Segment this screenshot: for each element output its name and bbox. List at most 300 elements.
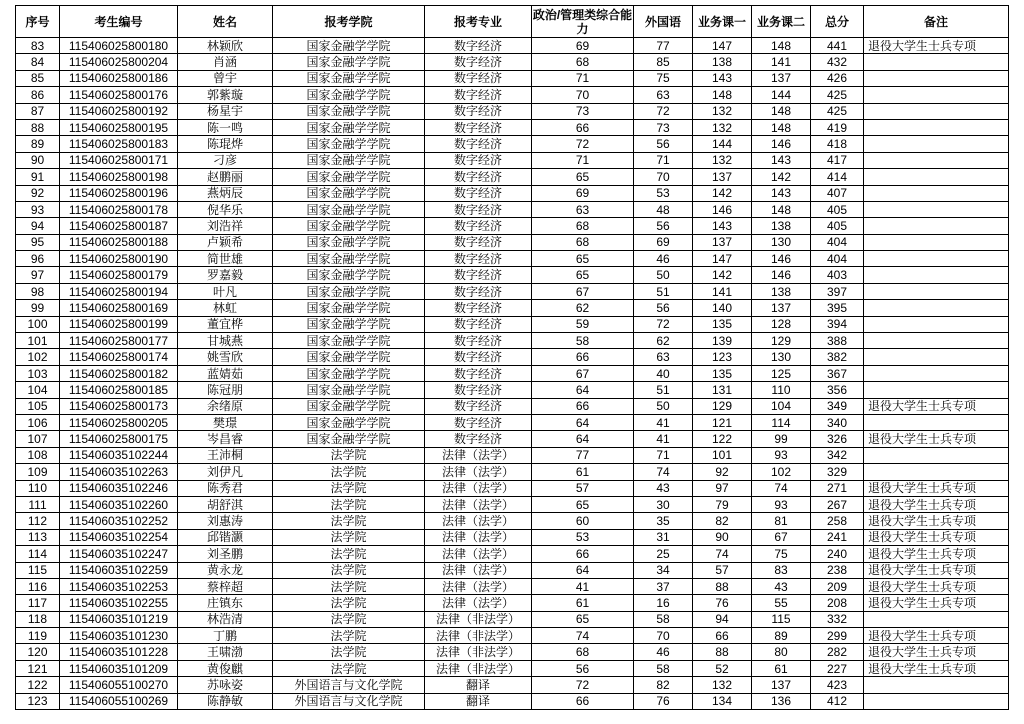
cell-course-two: 114 (752, 414, 811, 430)
cell-course-one: 143 (693, 218, 752, 234)
table-row (16, 513, 1009, 529)
cell-course-two: 138 (752, 218, 811, 234)
cell-politics: 72 (532, 136, 634, 152)
cell-foreign-language: 71 (634, 152, 693, 168)
cell-exam-id: 115406055100270 (60, 677, 178, 693)
cell-foreign-language: 77 (634, 38, 693, 54)
cell-total: 282 (811, 644, 864, 660)
table-row (16, 546, 1009, 562)
cell-remark (864, 54, 1009, 70)
cell-seq: 100 (16, 316, 60, 332)
cell-major: 数字经济 (425, 201, 532, 217)
cell-remark (864, 447, 1009, 463)
table-row (16, 54, 1009, 70)
cell-politics: 59 (532, 316, 634, 332)
cell-major: 数字经济 (425, 365, 532, 381)
cell-course-one: 134 (693, 693, 752, 709)
cell-course-one: 121 (693, 414, 752, 430)
cell-remark (864, 201, 1009, 217)
cell-major: 法律（法学） (425, 464, 532, 480)
cell-major: 法律（法学） (425, 562, 532, 578)
cell-remark (864, 382, 1009, 398)
cell-course-two: 148 (752, 201, 811, 217)
cell-exam-id: 115406025800169 (60, 300, 178, 316)
table-row (16, 185, 1009, 201)
cell-seq: 84 (16, 54, 60, 70)
cell-college: 国家金融学学院 (273, 152, 425, 168)
cell-course-two: 144 (752, 87, 811, 103)
cell-remark (864, 365, 1009, 381)
cell-exam-id: 115406035102252 (60, 513, 178, 529)
cell-remark: 退役大学生士兵专项 (864, 480, 1009, 496)
cell-total: 342 (811, 447, 864, 463)
cell-major: 法律（法学） (425, 496, 532, 512)
cell-course-two: 130 (752, 234, 811, 250)
cell-remark (864, 103, 1009, 119)
cell-exam-id: 115406025800187 (60, 218, 178, 234)
cell-seq: 88 (16, 119, 60, 135)
cell-major: 数字经济 (425, 119, 532, 135)
cell-remark: 退役大学生士兵专项 (864, 513, 1009, 529)
table-row (16, 119, 1009, 135)
cell-total: 404 (811, 234, 864, 250)
cell-seq: 101 (16, 333, 60, 349)
cell-total: 340 (811, 414, 864, 430)
cell-seq: 97 (16, 267, 60, 283)
cell-total: 426 (811, 70, 864, 86)
cell-seq: 121 (16, 660, 60, 676)
cell-course-one: 146 (693, 201, 752, 217)
cell-foreign-language: 51 (634, 283, 693, 299)
cell-name: 王啸渤 (178, 644, 273, 660)
cell-name: 董宜桦 (178, 316, 273, 332)
cell-exam-id: 115406025800180 (60, 38, 178, 54)
cell-total: 417 (811, 152, 864, 168)
cell-foreign-language: 63 (634, 349, 693, 365)
cell-course-two: 115 (752, 611, 811, 627)
cell-politics: 56 (532, 660, 634, 676)
cell-name: 刁彦 (178, 152, 273, 168)
cell-foreign-language: 46 (634, 251, 693, 267)
cell-college: 法学院 (273, 628, 425, 644)
cell-politics: 65 (532, 251, 634, 267)
table-row (16, 611, 1009, 627)
table-row (16, 251, 1009, 267)
cell-course-two: 130 (752, 349, 811, 365)
cell-major: 数字经济 (425, 152, 532, 168)
cell-major: 法律（法学） (425, 480, 532, 496)
cell-exam-id: 115406035101219 (60, 611, 178, 627)
table-row (16, 103, 1009, 119)
cell-course-one: 129 (693, 398, 752, 414)
cell-total: 356 (811, 382, 864, 398)
cell-course-two: 137 (752, 70, 811, 86)
cell-foreign-language: 56 (634, 300, 693, 316)
cell-course-one: 132 (693, 677, 752, 693)
cell-major: 法律（非法学） (425, 611, 532, 627)
cell-major: 数字经济 (425, 349, 532, 365)
cell-exam-id: 115406035102246 (60, 480, 178, 496)
cell-name: 刘圣鹏 (178, 546, 273, 562)
cell-course-two: 43 (752, 578, 811, 594)
cell-course-two: 89 (752, 628, 811, 644)
cell-course-one: 88 (693, 578, 752, 594)
cell-major: 法律（法学） (425, 447, 532, 463)
cell-college: 国家金融学学院 (273, 234, 425, 250)
cell-foreign-language: 70 (634, 169, 693, 185)
cell-total: 394 (811, 316, 864, 332)
cell-course-one: 123 (693, 349, 752, 365)
cell-politics: 64 (532, 414, 634, 430)
cell-foreign-language: 51 (634, 382, 693, 398)
cell-college: 国家金融学学院 (273, 218, 425, 234)
cell-college: 国家金融学学院 (273, 431, 425, 447)
cell-foreign-language: 56 (634, 136, 693, 152)
cell-total: 425 (811, 103, 864, 119)
cell-name: 倪华乐 (178, 201, 273, 217)
cell-course-one: 90 (693, 529, 752, 545)
cell-politics: 57 (532, 480, 634, 496)
cell-name: 陈冠朋 (178, 382, 273, 398)
cell-course-two: 148 (752, 103, 811, 119)
cell-course-one: 82 (693, 513, 752, 529)
cell-exam-id: 115406025800183 (60, 136, 178, 152)
cell-course-two: 110 (752, 382, 811, 398)
cell-name: 刘伊凡 (178, 464, 273, 480)
cell-foreign-language: 16 (634, 595, 693, 611)
cell-course-one: 79 (693, 496, 752, 512)
table-row (16, 431, 1009, 447)
cell-foreign-language: 46 (634, 644, 693, 660)
cell-exam-id: 115406055100269 (60, 693, 178, 709)
cell-seq: 86 (16, 87, 60, 103)
table-row (16, 414, 1009, 430)
cell-major: 数字经济 (425, 218, 532, 234)
cell-politics: 71 (532, 70, 634, 86)
cell-name: 罗嘉毅 (178, 267, 273, 283)
cell-total: 326 (811, 431, 864, 447)
cell-college: 法学院 (273, 578, 425, 594)
header-course-one: 业务课一 (693, 6, 752, 38)
cell-name: 陈琨烨 (178, 136, 273, 152)
cell-politics: 64 (532, 382, 634, 398)
cell-remark (864, 316, 1009, 332)
table-row (16, 283, 1009, 299)
cell-college: 国家金融学学院 (273, 316, 425, 332)
cell-exam-id: 115406025800171 (60, 152, 178, 168)
cell-total: 329 (811, 464, 864, 480)
cell-course-one: 94 (693, 611, 752, 627)
cell-course-one: 140 (693, 300, 752, 316)
cell-exam-id: 115406025800190 (60, 251, 178, 267)
cell-foreign-language: 74 (634, 464, 693, 480)
cell-total: 407 (811, 185, 864, 201)
cell-college: 外国语言与文化学院 (273, 693, 425, 709)
cell-foreign-language: 30 (634, 496, 693, 512)
cell-name: 樊璟 (178, 414, 273, 430)
cell-college: 法学院 (273, 595, 425, 611)
cell-course-two: 141 (752, 54, 811, 70)
cell-seq: 85 (16, 70, 60, 86)
table-row (16, 480, 1009, 496)
cell-college: 国家金融学学院 (273, 267, 425, 283)
cell-course-one: 139 (693, 333, 752, 349)
header-exam-id: 考生编号 (60, 6, 178, 38)
cell-course-two: 125 (752, 365, 811, 381)
cell-course-two: 104 (752, 398, 811, 414)
cell-major: 数字经济 (425, 103, 532, 119)
cell-total: 412 (811, 693, 864, 709)
cell-major: 数字经济 (425, 54, 532, 70)
cell-course-two: 61 (752, 660, 811, 676)
cell-exam-id: 115406025800195 (60, 119, 178, 135)
cell-major: 法律（非法学） (425, 660, 532, 676)
cell-remark (864, 283, 1009, 299)
cell-course-two: 137 (752, 300, 811, 316)
cell-remark: 退役大学生士兵专项 (864, 496, 1009, 512)
cell-total: 404 (811, 251, 864, 267)
cell-name: 丁鹏 (178, 628, 273, 644)
cell-exam-id: 115406035102259 (60, 562, 178, 578)
table-row (16, 201, 1009, 217)
cell-foreign-language: 85 (634, 54, 693, 70)
cell-college: 国家金融学学院 (273, 87, 425, 103)
cell-course-two: 137 (752, 677, 811, 693)
cell-total: 418 (811, 136, 864, 152)
cell-course-two: 148 (752, 119, 811, 135)
cell-course-one: 74 (693, 546, 752, 562)
cell-name: 陈静敏 (178, 693, 273, 709)
cell-seq: 123 (16, 693, 60, 709)
table-row (16, 562, 1009, 578)
cell-politics: 67 (532, 283, 634, 299)
table-row (16, 234, 1009, 250)
cell-name: 姚雪欣 (178, 349, 273, 365)
cell-course-one: 132 (693, 152, 752, 168)
cell-college: 国家金融学学院 (273, 283, 425, 299)
cell-course-two: 102 (752, 464, 811, 480)
cell-college: 法学院 (273, 660, 425, 676)
cell-remark (864, 677, 1009, 693)
cell-course-two: 129 (752, 333, 811, 349)
table-row (16, 38, 1009, 54)
table-row (16, 300, 1009, 316)
cell-major: 数字经济 (425, 136, 532, 152)
cell-foreign-language: 25 (634, 546, 693, 562)
table-row (16, 333, 1009, 349)
cell-foreign-language: 53 (634, 185, 693, 201)
cell-college: 国家金融学学院 (273, 365, 425, 381)
cell-remark (864, 185, 1009, 201)
cell-exam-id: 115406035102253 (60, 578, 178, 594)
cell-name: 林浩清 (178, 611, 273, 627)
cell-foreign-language: 56 (634, 218, 693, 234)
table-row (16, 464, 1009, 480)
cell-exam-id: 115406025800177 (60, 333, 178, 349)
cell-major: 数字经济 (425, 414, 532, 430)
cell-course-two: 93 (752, 496, 811, 512)
cell-remark (864, 218, 1009, 234)
cell-exam-id: 115406025800186 (60, 70, 178, 86)
cell-seq: 120 (16, 644, 60, 660)
cell-course-one: 76 (693, 595, 752, 611)
cell-remark (864, 267, 1009, 283)
cell-total: 423 (811, 677, 864, 693)
cell-course-one: 147 (693, 38, 752, 54)
cell-politics: 66 (532, 693, 634, 709)
cell-politics: 66 (532, 119, 634, 135)
cell-college: 国家金融学学院 (273, 119, 425, 135)
cell-course-two: 148 (752, 38, 811, 54)
table-row (16, 70, 1009, 86)
cell-politics: 60 (532, 513, 634, 529)
cell-course-one: 142 (693, 267, 752, 283)
cell-politics: 64 (532, 431, 634, 447)
cell-college: 法学院 (273, 464, 425, 480)
cell-remark (864, 300, 1009, 316)
cell-seq: 108 (16, 447, 60, 463)
cell-college: 法学院 (273, 529, 425, 545)
cell-remark: 退役大学生士兵专项 (864, 398, 1009, 414)
cell-seq: 90 (16, 152, 60, 168)
cell-course-two: 83 (752, 562, 811, 578)
cell-college: 国家金融学学院 (273, 185, 425, 201)
cell-total: 227 (811, 660, 864, 676)
cell-name: 肖涵 (178, 54, 273, 70)
cell-course-two: 55 (752, 595, 811, 611)
cell-total: 388 (811, 333, 864, 349)
cell-remark: 退役大学生士兵专项 (864, 595, 1009, 611)
cell-seq: 116 (16, 578, 60, 594)
cell-course-one: 148 (693, 87, 752, 103)
cell-course-two: 142 (752, 169, 811, 185)
cell-major: 法律（法学） (425, 595, 532, 611)
cell-name: 刘惠涛 (178, 513, 273, 529)
cell-total: 395 (811, 300, 864, 316)
cell-foreign-language: 41 (634, 431, 693, 447)
table-row (16, 349, 1009, 365)
cell-seq: 93 (16, 201, 60, 217)
cell-name: 邱锴灏 (178, 529, 273, 545)
cell-politics: 73 (532, 103, 634, 119)
cell-foreign-language: 58 (634, 660, 693, 676)
cell-course-two: 81 (752, 513, 811, 529)
cell-exam-id: 115406035102260 (60, 496, 178, 512)
cell-course-one: 141 (693, 283, 752, 299)
cell-total: 397 (811, 283, 864, 299)
cell-seq: 89 (16, 136, 60, 152)
cell-total: 425 (811, 87, 864, 103)
table-row (16, 628, 1009, 644)
cell-politics: 65 (532, 169, 634, 185)
cell-major: 数字经济 (425, 300, 532, 316)
cell-seq: 122 (16, 677, 60, 693)
table-row (16, 382, 1009, 398)
header-major: 报考专业 (425, 6, 532, 38)
header-foreign-language: 外国语 (634, 6, 693, 38)
cell-seq: 105 (16, 398, 60, 414)
cell-remark (864, 119, 1009, 135)
cell-college: 国家金融学学院 (273, 54, 425, 70)
cell-seq: 113 (16, 529, 60, 545)
cell-total: 240 (811, 546, 864, 562)
cell-foreign-language: 58 (634, 611, 693, 627)
cell-major: 数字经济 (425, 38, 532, 54)
cell-college: 国家金融学学院 (273, 103, 425, 119)
cell-politics: 74 (532, 628, 634, 644)
cell-exam-id: 115406035102263 (60, 464, 178, 480)
cell-foreign-language: 63 (634, 87, 693, 103)
cell-foreign-language: 70 (634, 628, 693, 644)
cell-foreign-language: 43 (634, 480, 693, 496)
cell-course-one: 135 (693, 316, 752, 332)
cell-foreign-language: 34 (634, 562, 693, 578)
cell-politics: 58 (532, 333, 634, 349)
cell-total: 441 (811, 38, 864, 54)
header-remark: 备注 (864, 6, 1009, 38)
cell-college: 国家金融学学院 (273, 136, 425, 152)
cell-major: 法律（法学） (425, 546, 532, 562)
cell-college: 国家金融学学院 (273, 201, 425, 217)
table-row (16, 595, 1009, 611)
cell-seq: 112 (16, 513, 60, 529)
cell-college: 法学院 (273, 644, 425, 660)
cell-name: 苏咏姿 (178, 677, 273, 693)
cell-major: 数字经济 (425, 87, 532, 103)
cell-college: 法学院 (273, 447, 425, 463)
cell-exam-id: 115406025800178 (60, 201, 178, 217)
cell-name: 卢颖希 (178, 234, 273, 250)
cell-total: 414 (811, 169, 864, 185)
cell-course-two: 74 (752, 480, 811, 496)
cell-remark (864, 234, 1009, 250)
cell-seq: 119 (16, 628, 60, 644)
header-name: 姓名 (178, 6, 273, 38)
cell-exam-id: 115406035102255 (60, 595, 178, 611)
cell-seq: 109 (16, 464, 60, 480)
cell-foreign-language: 62 (634, 333, 693, 349)
table-row (16, 644, 1009, 660)
cell-seq: 106 (16, 414, 60, 430)
cell-total: 271 (811, 480, 864, 496)
cell-remark: 退役大学生士兵专项 (864, 546, 1009, 562)
cell-exam-id: 115406035101228 (60, 644, 178, 660)
cell-course-two: 99 (752, 431, 811, 447)
cell-major: 数字经济 (425, 169, 532, 185)
cell-college: 法学院 (273, 513, 425, 529)
cell-remark: 退役大学生士兵专项 (864, 644, 1009, 660)
cell-course-two: 146 (752, 267, 811, 283)
cell-remark (864, 414, 1009, 430)
cell-major: 翻译 (425, 677, 532, 693)
table-row (16, 398, 1009, 414)
cell-foreign-language: 50 (634, 267, 693, 283)
cell-seq: 91 (16, 169, 60, 185)
cell-name: 赵鹏丽 (178, 169, 273, 185)
cell-seq: 103 (16, 365, 60, 381)
cell-major: 法律（法学） (425, 529, 532, 545)
cell-name: 胡舒淇 (178, 496, 273, 512)
cell-major: 数字经济 (425, 70, 532, 86)
cell-politics: 65 (532, 611, 634, 627)
cell-exam-id: 115406035101230 (60, 628, 178, 644)
cell-college: 国家金融学学院 (273, 333, 425, 349)
cell-exam-id: 115406025800205 (60, 414, 178, 430)
cell-course-one: 131 (693, 382, 752, 398)
cell-college: 法学院 (273, 496, 425, 512)
cell-college: 外国语言与文化学院 (273, 677, 425, 693)
cell-politics: 66 (532, 398, 634, 414)
